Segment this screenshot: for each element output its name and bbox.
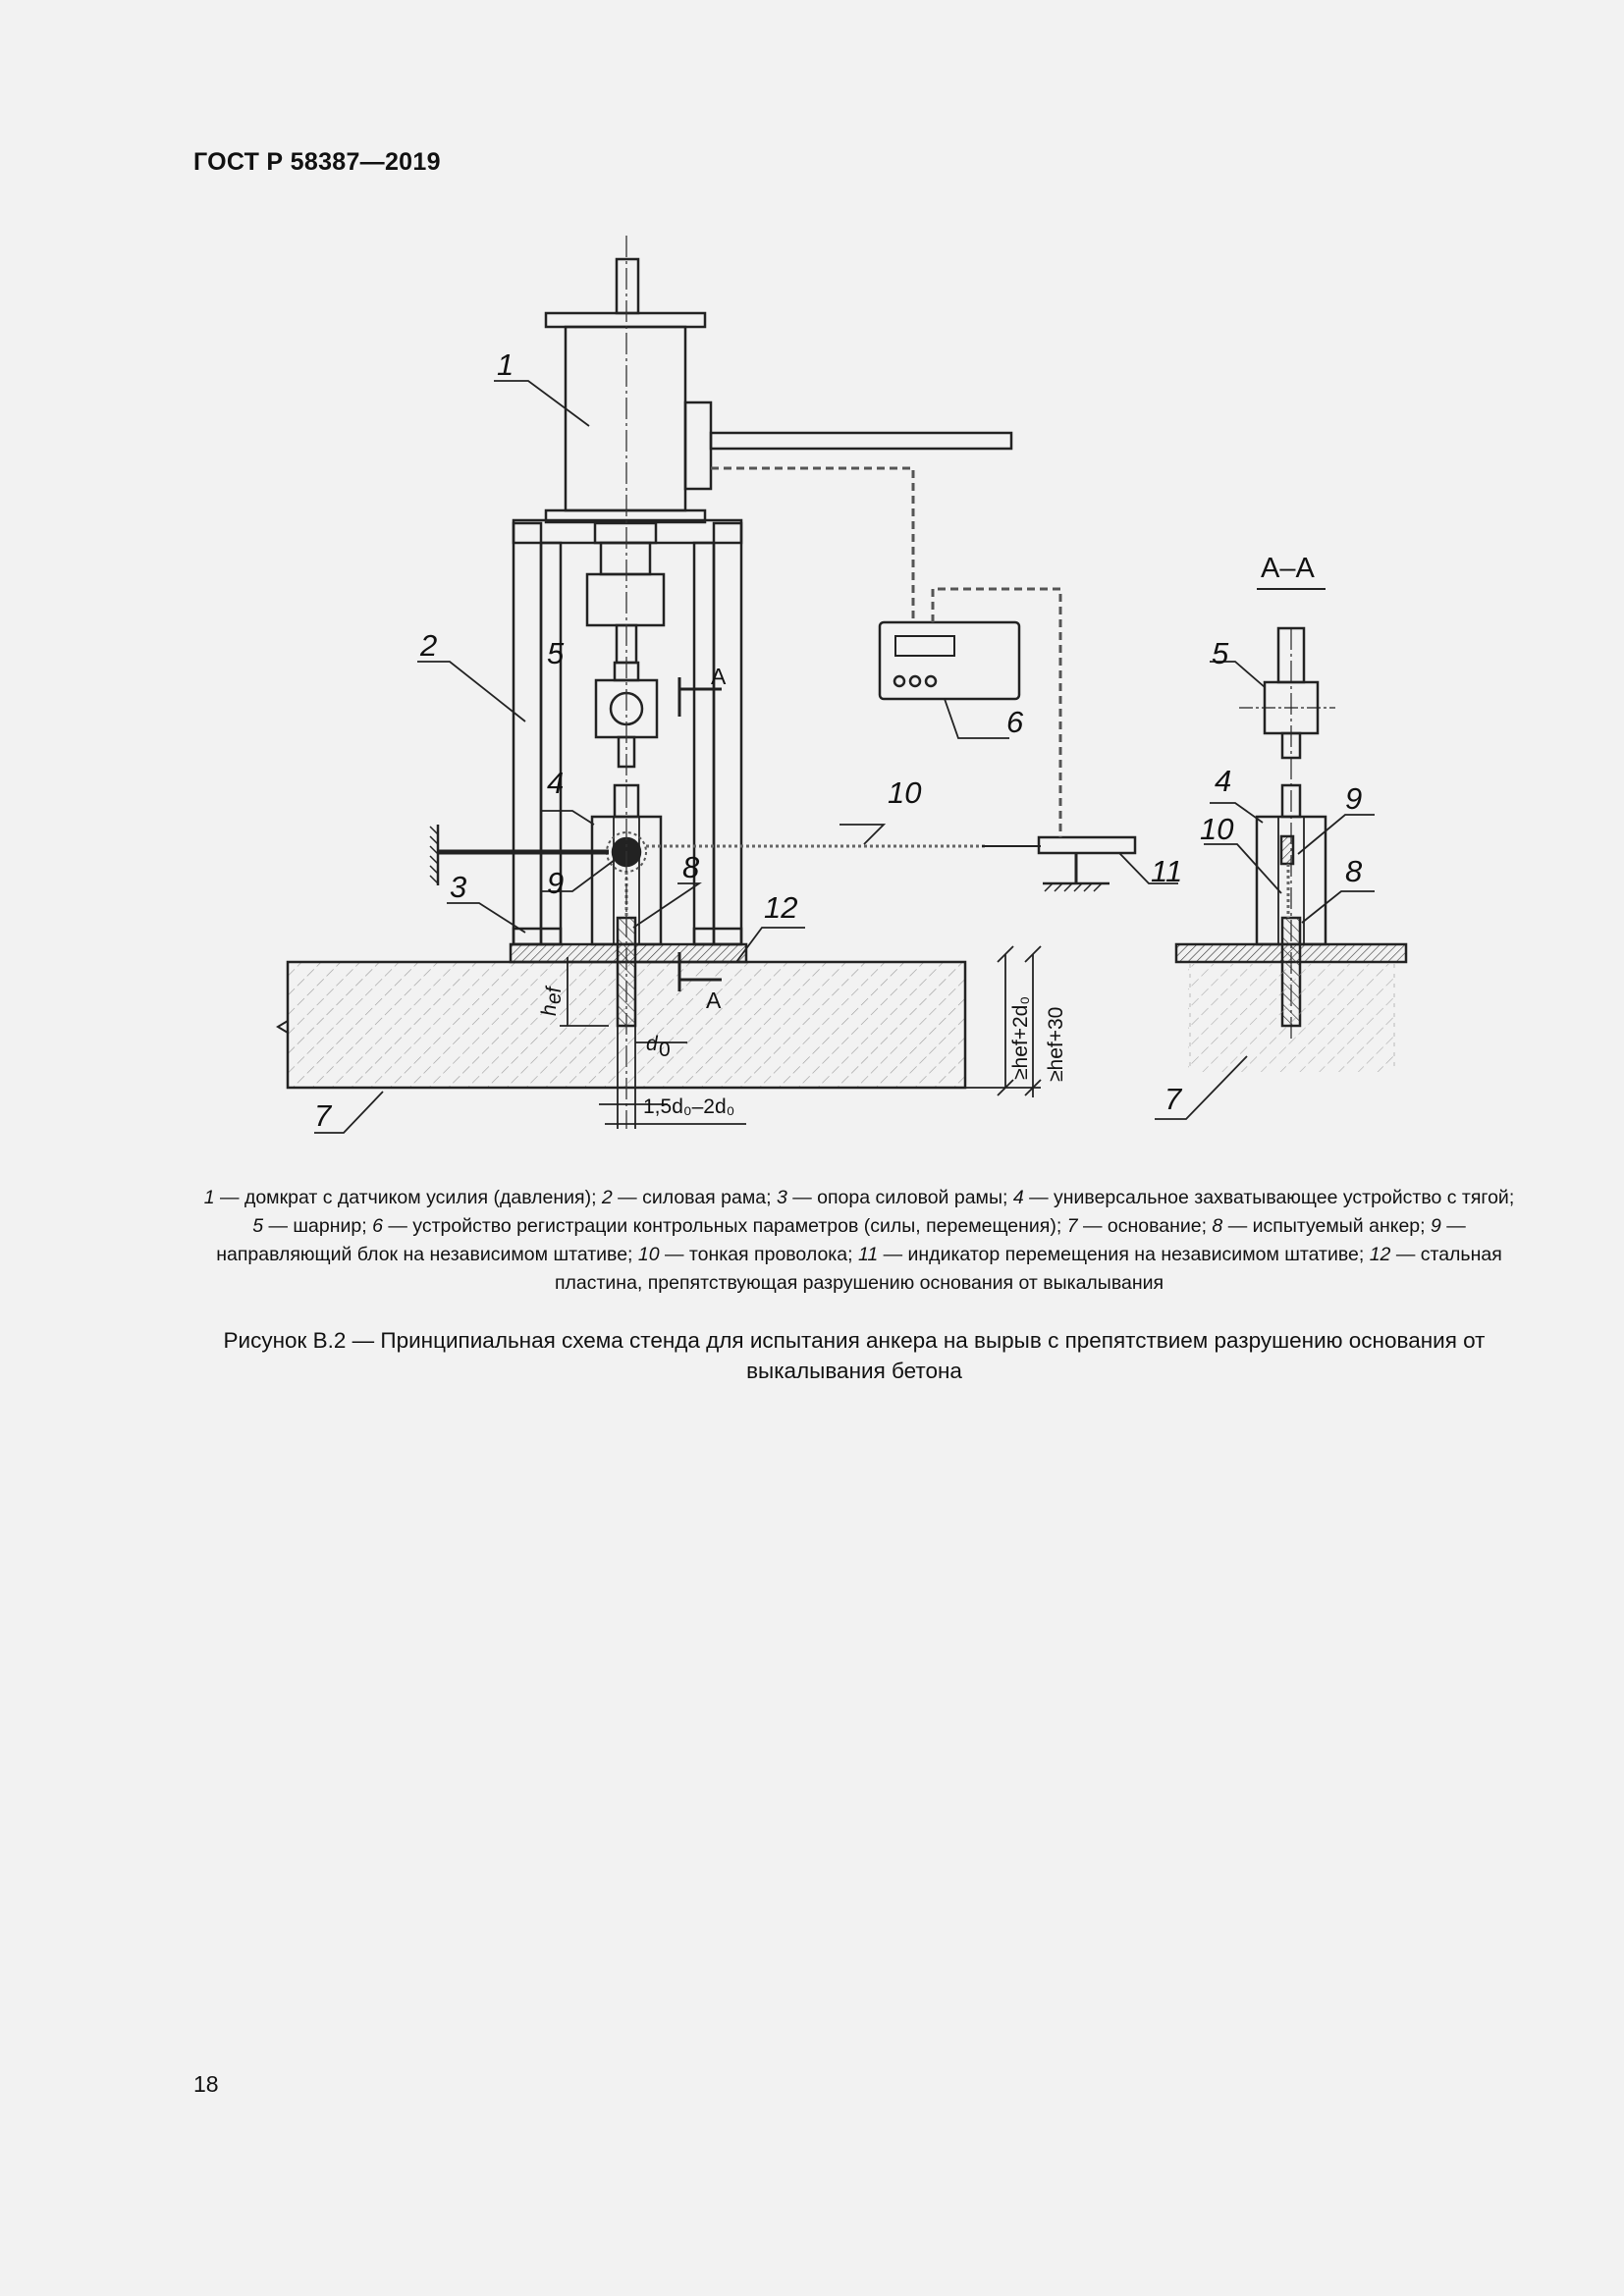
dim-hef: h (538, 1004, 561, 1016)
section-label-8: 8 (1345, 854, 1363, 888)
jack-top-cap (546, 313, 705, 327)
page-number: 18 (193, 2071, 219, 2097)
label-6: 6 (1006, 705, 1024, 739)
label-1: 1 (497, 347, 514, 382)
recording-device (880, 622, 1019, 699)
section-marker-top: А (711, 664, 727, 689)
document-header: ГОСТ Р 58387—2019 (193, 148, 441, 176)
label-3: 3 (450, 870, 467, 904)
frame-leg-left (514, 523, 541, 944)
dim-width: 1,5d₀–2d₀ (643, 1095, 735, 1118)
figure-legend: 1 — домкрат с датчиком усилия (давления); 2 — силовая рама; 3 — опора силовой рамы; 4 — универсальное захватывающее устройство с тягой; 5 — шарнир; 6 — устройство регистрации контрольных параметров (силы, перемещения); 7 — основание; 8 — испытуемый анкер; 9 — направляющий блок на независимом штативе; 10 — тонкая проволока; 11 — индикатор перемещения на независимом штативе; 12 — стальная пластина, препятствующая разрушению основания от выкалывания (203, 1187, 1515, 1294)
label-5: 5 (547, 636, 565, 670)
dim-depth-1: ≥hef+2d₀ (1009, 995, 1032, 1080)
dim-hef-sub: ef (543, 987, 566, 1004)
dim-d0-sub: 0 (659, 1039, 671, 1061)
section-label-7: 7 (1164, 1082, 1182, 1116)
label-8: 8 (682, 850, 700, 884)
frame-leg-right (714, 523, 741, 944)
label-7: 7 (314, 1098, 332, 1133)
section-label-4: 4 (1215, 764, 1232, 798)
jack-sensor (685, 402, 711, 489)
jack-body (566, 327, 685, 510)
frame-support (514, 929, 561, 944)
label-10: 10 (888, 775, 922, 810)
dim-depth-2: ≥hef+30 (1045, 1006, 1067, 1082)
label-12: 12 (764, 890, 798, 925)
figure-caption: Рисунок В.2 — Принципиальная схема стенда для испытания анкера на вырыв с препятствием разрушению основания от выкалывания бетона (223, 1328, 1486, 1383)
section-label-10: 10 (1200, 812, 1234, 846)
displacement-indicator (1039, 837, 1135, 853)
label-4: 4 (547, 766, 565, 800)
section-marker-bottom: А (706, 988, 722, 1013)
dim-d0: d (646, 1033, 658, 1055)
label-9: 9 (547, 866, 565, 900)
label-2: 2 (420, 628, 438, 663)
section-label-5: 5 (1212, 636, 1229, 670)
label-11: 11 (1151, 854, 1183, 888)
section-title: А–А (1261, 553, 1315, 584)
section-label-9: 9 (1345, 781, 1363, 816)
